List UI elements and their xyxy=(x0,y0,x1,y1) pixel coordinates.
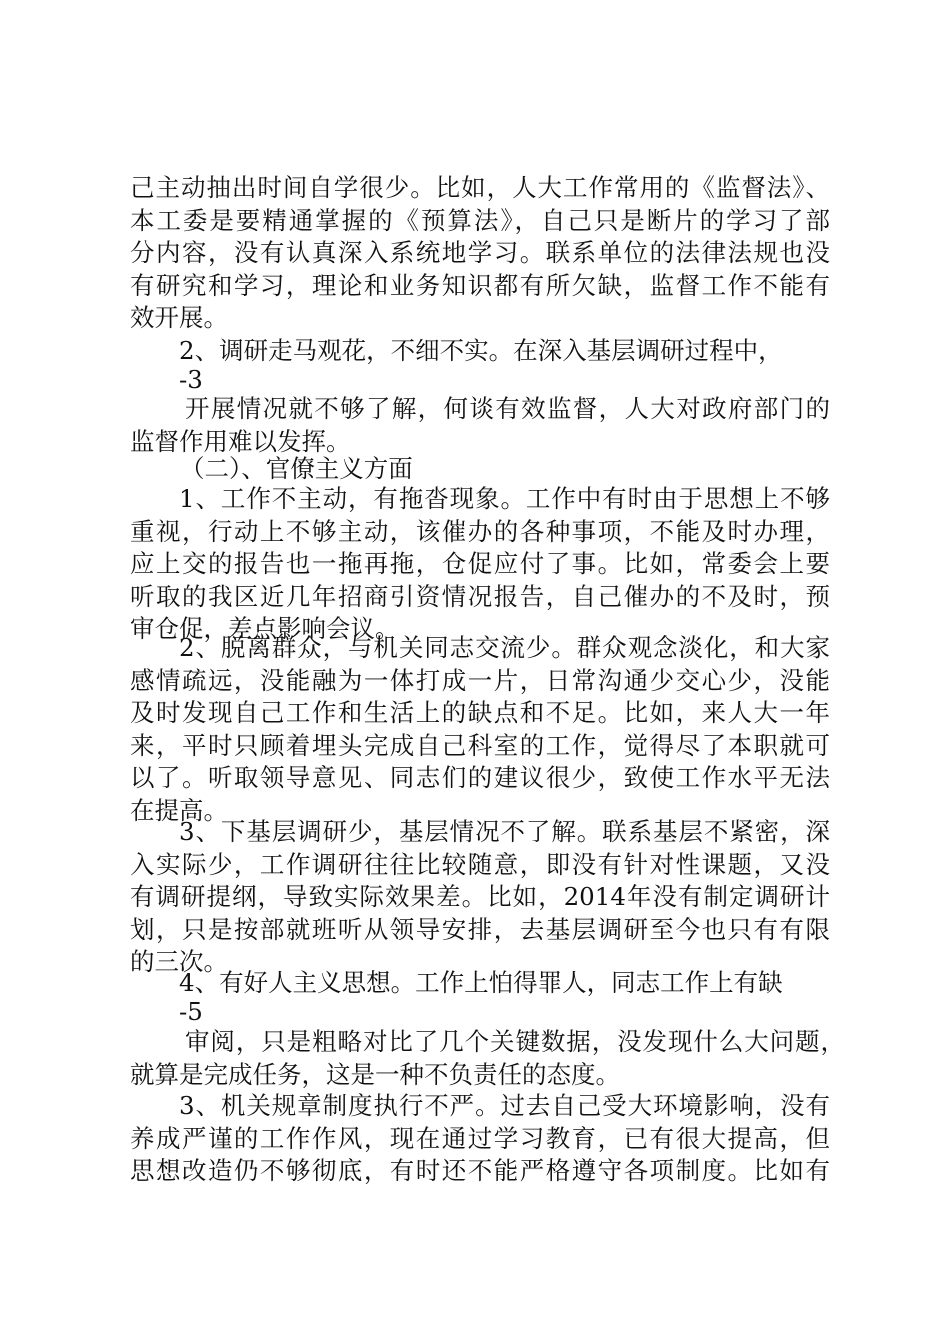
text-line: 划，只是按部就班听从领导安排，去基层调研至今也只有有限 xyxy=(130,914,830,944)
text-line: 入实际少，工作调研往往比较随意，即没有针对性课题，又没 xyxy=(130,849,830,879)
text-line: 有研究和学习，理论和业务知识都有所欠缺，监督工作不能有 xyxy=(130,270,830,300)
text-line: 己主动抽出时间自学很少。比如，人大工作常用的《监督法》、 xyxy=(130,173,830,202)
text-line: 在提高。 xyxy=(130,795,228,825)
text-line: 及时发现自己工作和生活上的缺点和不足。比如，来人大一年 xyxy=(130,698,830,727)
text-line: 就算是完成任务，这是一种不负责任的态度。 xyxy=(130,1059,620,1089)
text-line: 3、机关规章制度执行不严。过去自己受大环境影响，没有 xyxy=(179,1091,830,1120)
text-line: 的三次。 xyxy=(130,947,228,976)
text-line: 审仓促，差点影响会议。 xyxy=(130,614,400,643)
paragraph-supervision xyxy=(130,393,830,458)
text-line: 1、工作不主动，有拖沓现象。工作中有时由于思想上不够 xyxy=(179,484,830,513)
paragraph-masses xyxy=(130,632,830,827)
text-line: 有调研提纲，导致实际效果差。比如，2014年没有制定调研计 xyxy=(130,882,830,911)
text-line: 效开展。 xyxy=(130,303,228,332)
paragraph-self-study xyxy=(130,172,830,335)
paragraph-review xyxy=(130,1026,845,1091)
page-number: -3 xyxy=(179,365,203,394)
text-line: 应上交的报告也一拖再拖，仓促应付了事。比如，常委会上要 xyxy=(130,549,830,578)
section-heading-bureaucracy xyxy=(130,453,830,486)
text-line: 4、有好人主义思想。工作上怕得罪人，同志工作上有缺 xyxy=(179,968,783,997)
text-line: 思想改造仍不够彻底，有时还不能严格遵守各项制度。比如有 xyxy=(130,1156,830,1185)
text-line: 监督作用难以发挥。 xyxy=(130,426,351,456)
paragraph-rules xyxy=(130,1090,830,1188)
paragraph-grassroots xyxy=(130,816,830,979)
text-line: 3、下基层调研少，基层情况不了解。联系基层不紧密，深 xyxy=(179,817,830,846)
paragraph-research-heading xyxy=(130,335,783,368)
text-line: 听取的我区近几年招商引资情况报告，自己催办的不及时，预 xyxy=(130,581,830,611)
page-number-marker xyxy=(130,364,830,397)
text-line: 本工委是要精通掌握的《预算法》，自己只是断片的学习了部 xyxy=(130,205,830,235)
text-line: 审阅，只是粗略对比了几个关键数据，没发现什么大问题， xyxy=(185,1027,845,1056)
text-line: 养成严谨的工作作风，现在通过学习教育，已有很大提高，但 xyxy=(130,1123,830,1153)
text-line: 重视，行动上不够主动，该催办的各种事项，不能及时办理， xyxy=(130,516,830,546)
paragraph-nice-guy xyxy=(130,967,802,1000)
text-line: 分内容，没有认真深入系统地学习。联系单位的法律法规也没 xyxy=(130,238,830,267)
section-title: （二）、官僚主义方面 xyxy=(180,454,413,483)
page-number: -5 xyxy=(179,997,203,1026)
text-line: 2、脱离群众，与机关同志交流少。群众观念淡化，和大家 xyxy=(179,633,830,662)
paragraph-initiative xyxy=(130,483,830,646)
text-line: 开展情况就不够了解，何谈有效监督，人大对政府部门的 xyxy=(185,394,830,423)
text-line: 感情疏远，没能融为一体打成一片，日常沟通少交心少，没能 xyxy=(130,665,830,695)
page-number-marker xyxy=(130,996,830,1029)
text-line: 以了。听取领导意见、同志们的建议很少，致使工作水平无法 xyxy=(130,763,830,792)
text-line: 来，平时只顾着埋头完成自己科室的工作，觉得尽了本职就可 xyxy=(130,730,830,760)
text-line: 2、调研走马观花，不细不实。在深入基层调研过程中， xyxy=(179,336,783,365)
